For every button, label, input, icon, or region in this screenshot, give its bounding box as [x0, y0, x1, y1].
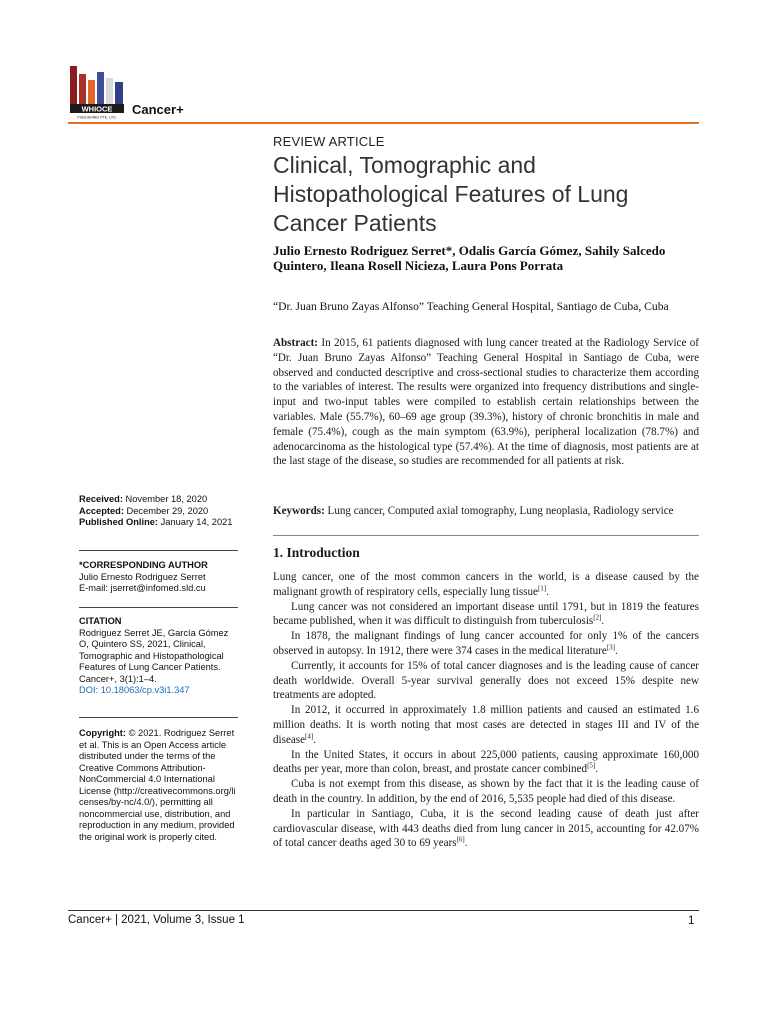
paragraph: Currently, it accounts for 15% of total cancer diagnoses and is the leading cause of cancer death worldwide. Overall 5-year survival generally does not exceed 15% despite new treatments are adopted.	[273, 659, 699, 702]
citation-text: Rodriguez Serret JE, García Gómez O, Quintero SS, 2021, Clinical, Tomographic and Histopathological Features of Lung Cancer Patients. Cancer+, 3(1):1–4.	[79, 627, 229, 684]
sidebar-divider	[79, 550, 238, 551]
footer-journal-info: Cancer+ | 2021, Volume 3, Issue 1	[68, 914, 245, 926]
reference-link[interactable]: [4]	[305, 732, 314, 741]
reference-link[interactable]: [3]	[606, 643, 615, 652]
accepted-date: Accepted: December 29, 2020	[79, 505, 209, 516]
affiliation: “Dr. Juan Bruno Zayas Alfonso” Teaching General Hospital, Santiago de Cuba, Cuba	[273, 300, 669, 313]
article-title: Clinical, Tomographic and Histopathological Features of Lung Cancer Patients	[273, 152, 629, 236]
article-dates	[79, 494, 239, 529]
paragraph: Cuba is not exempt from this disease, as shown by the fact that it is the leading cause of death in the country. In addition, by the end of 2016, 5,535 people had died of this disease.	[273, 778, 699, 805]
reference-link[interactable]: [6]	[456, 835, 465, 844]
published-date: Published Online: January 14, 2021	[79, 517, 233, 527]
citation-heading: CITATION	[79, 616, 122, 626]
abstract-label: Abstract:	[273, 337, 318, 349]
logo-text: WHIOCE	[81, 104, 113, 114]
page-number: 1	[688, 915, 695, 927]
logo-subtext: PUBLISHING PTE. LTD.	[77, 115, 117, 120]
paragraph: Lung cancer was not considered an important disease until 1791, but in 1819 the features became published, when it was difficult to distinguish from tuberculosis[2].	[273, 600, 699, 628]
corresponding-heading: *CORRESPONDING AUTHOR	[79, 560, 208, 570]
paragraph: Lung cancer, one of the most common cancers in the world, is a disease caused by the malignant growth of respiratory cells, especially lung tissue[1].	[273, 571, 699, 598]
keywords-text: Lung cancer, Computed axial tomography, Lung neoplasia, Radiology service	[327, 505, 674, 517]
copyright-label: Copyright:	[79, 728, 126, 738]
paragraph: In 2012, it occurred in approximately 1.8 million patients and caused an estimated 1.6 million deaths. It is worth noting that most cases are detected in stages III and IV of the disease[4].	[273, 704, 699, 746]
sidebar-divider	[79, 717, 238, 718]
article-type: REVIEW ARTICLE	[273, 134, 385, 149]
corresponding-author	[79, 560, 239, 595]
header-divider	[68, 122, 699, 124]
keywords-label: Keywords:	[273, 505, 325, 517]
body-text	[273, 570, 699, 851]
abstract-text: In 2015, 61 patients diagnosed with lung cancer treated at the Radiology Service of “Dr. Juan Bruno Zayas Alfonso” Teaching General Hospital in Santiago de Cuba, were observed and conducted descriptive and cross-sectional studies to characterize them according to the variables of interest. The results were organized into frequency distributions and single-input and two-input tables were compiled to establish certain relationships between the variables. Male (55.7%), 60–69 age group (39.3%), history of chronic bronchitis in male and female (75.4%), cough as the main symptom (63.9%), peripheral localization (78.7%) and adenocarcinoma as the histological type (57.4%). At the time of diagnosis, most patients are at the last stage of the disease, so studies are recommended for all patients at risk.	[273, 337, 699, 468]
reference-link[interactable]: [1]	[537, 584, 547, 593]
paragraph: In the United States, it occurs in about 225,000 patients, causing approximate 160,000 deaths per year, more than colon, breast, and prostate cancer combined[5].	[273, 748, 699, 776]
reference-link[interactable]: [2]	[593, 613, 602, 622]
license-link[interactable]: (http://creativecommons.org/licenses/by-nc/4.0/),	[79, 785, 236, 807]
copyright-text: © 2021. Rodriguez Serret et al. This is an Open Access article distributed under the terms of the Creative Commons Attribution-NonCommercial 4.0 International License	[79, 728, 235, 796]
keywords-divider	[273, 535, 699, 536]
abstract	[273, 336, 699, 469]
paragraph: In 1878, the malignant findings of lung cancer accounted for only 1% of the cancers observed in autopsy. In 1912, there were 374 cases in the medical literature[3].	[273, 630, 699, 657]
keywords	[273, 504, 699, 519]
copyright-notice	[79, 728, 239, 843]
corresponding-email[interactable]: E-mail: jserret@infomed.sld.cu	[79, 583, 206, 593]
received-date: Received: November 18, 2020	[79, 494, 208, 504]
copyright-tail: permitting all noncommercial use, distribution, and reproduction in any medium, provided the original work is properly cited.	[79, 797, 235, 842]
citation-block	[79, 616, 239, 697]
section-heading: 1. Introduction	[273, 545, 360, 560]
corresponding-name: Julio Ernesto Rodriguez Serret	[79, 571, 206, 582]
paragraph: In particular in Santiago, Cuba, it is the second leading cause of death just after cardiovascular disease, with 443 deaths died from lung cancer in 2015, accounting for 42.07% of total cancer deaths aged 30 to 69 years[6].	[273, 807, 699, 850]
whioce-logo	[68, 64, 126, 120]
reference-link[interactable]: [5]	[587, 761, 596, 770]
doi-link[interactable]: DOI: 10.18063/cp.v3i1.347	[79, 685, 190, 695]
author-list: Julio Ernesto Rodriguez Serret*, Odalis García Gómez, Sahily Salcedo Quintero, Ileana Rosell Nicieza, Laura Pons Porrata	[273, 243, 666, 273]
journal-name: Cancer+	[132, 102, 184, 117]
footer-divider	[68, 910, 699, 911]
sidebar-divider	[79, 607, 238, 608]
